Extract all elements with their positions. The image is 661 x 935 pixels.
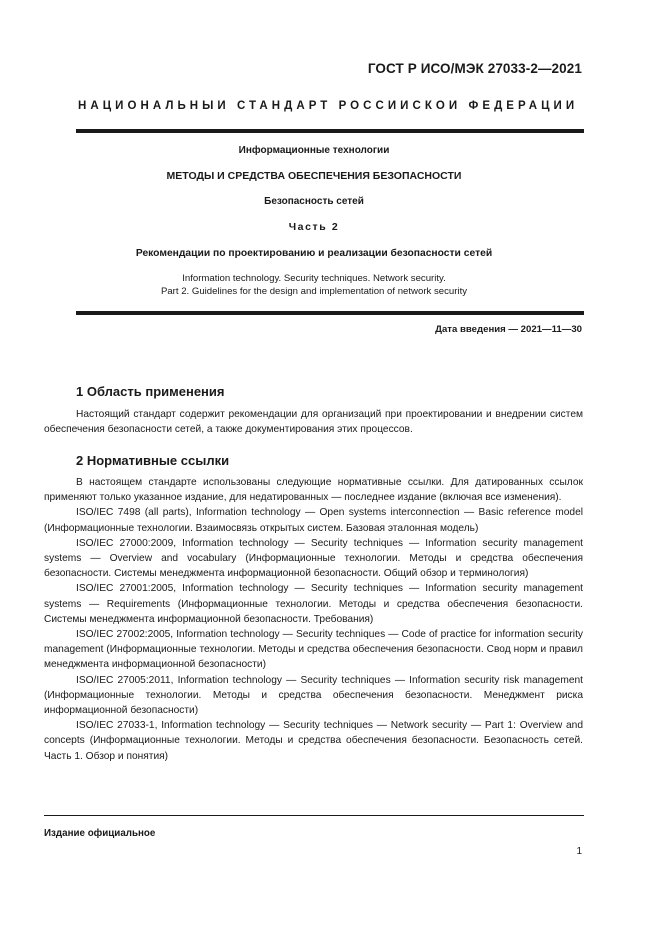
- section-2-heading: 2 Нормативные ссылки: [76, 453, 230, 468]
- reference-item: ISO/IEC 27000:2009, Information technology — Security techniques — Information security management systems — Overview and vocabulary (Информационные технологии. Методы и средства обеспечения безопасности. Системы менеджмента информационной безопасности. Общий обзор и терминология): [44, 537, 583, 580]
- section-1-heading: 1 Область применения: [76, 384, 225, 399]
- english-title-line-1: Information technology. Security techniques. Network security.: [182, 273, 446, 284]
- title-line-2: МЕТОДЫ И СРЕДСТВА ОБЕСПЕЧЕНИЯ БЕЗОПАСНОСТИ: [166, 170, 462, 182]
- title-bottom-divider: [76, 311, 584, 315]
- page-number: 1: [576, 846, 582, 857]
- reference-item: ISO/IEC 27001:2005, Information technology — Security techniques — Information security management systems — Requirements (Информационные технологии. Методы и средства обеспечения безопасности. Системы менеджмента информационной безопасности. Требования): [44, 583, 583, 625]
- top-divider: [76, 129, 584, 133]
- footer-divider: [44, 815, 584, 816]
- part-label: Часть 2: [288, 221, 340, 233]
- reference-item: ISO/IEC 7498 (all parts), Information technology — Open systems interconnection — Basic reference model (Информационные технологии. Взаимосвязь открытых систем. Базовая эталонная модель): [44, 507, 583, 534]
- section-2-body: [44, 475, 583, 764]
- title-line-1: Информационные технологии: [238, 145, 390, 156]
- national-standard-heading: НАЦИОНАЛЬНЫЙ СТАНДАРТ РОССИЙСКОЙ ФЕДЕРАЦИИ: [78, 100, 579, 112]
- reference-item: ISO/IEC 27005:2011, Information technology — Security techniques — Information security risk management (Информационные технологии. Методы и средства обеспечения безопасности. Менеджмент риска информационной безопасности): [44, 674, 583, 717]
- section-1-text: Настоящий стандарт содержит рекомендации для организаций при проектировании и внедрении систем обеспечения безопасности сетей, а также документирования этих процессов.: [44, 409, 583, 436]
- english-title: [44, 272, 584, 298]
- subtitle: Рекомендации по проектированию и реализации безопасности сетей: [135, 248, 493, 259]
- title-line-3: Безопасность сетей: [264, 196, 364, 207]
- effective-date: Дата введения — 2021—11—30: [435, 324, 582, 335]
- section-2-intro: В настоящем стандарте использованы следующие нормативные ссылки. Для датированных ссылок применяют только указанное издание, для недатированных — последнее издание (включая все изменения).: [44, 477, 583, 504]
- english-title-line-2: Part 2. Guidelines for the design and implementation of network security: [160, 286, 468, 297]
- reference-item: ISO/IEC 27002:2005, Information technology — Security techniques — Code of practice for information security management (Информационные технологии. Методы и средства обеспечения безопасности. Свод норм и правил менеджмента информационной безопасности): [44, 629, 583, 671]
- standard-code: ГОСТ Р ИСО/МЭК 27033-2—2021: [367, 61, 582, 76]
- reference-item: ISO/IEC 27033-1, Information technology — Security techniques — Network security — Part 1: Overview and concepts (Информационные технологии. Методы и средства обеспечения безопасности. Безопасность сетей. Часть 1. Обзор и понятия): [44, 720, 583, 762]
- official-edition-label: Издание официальное: [44, 828, 156, 839]
